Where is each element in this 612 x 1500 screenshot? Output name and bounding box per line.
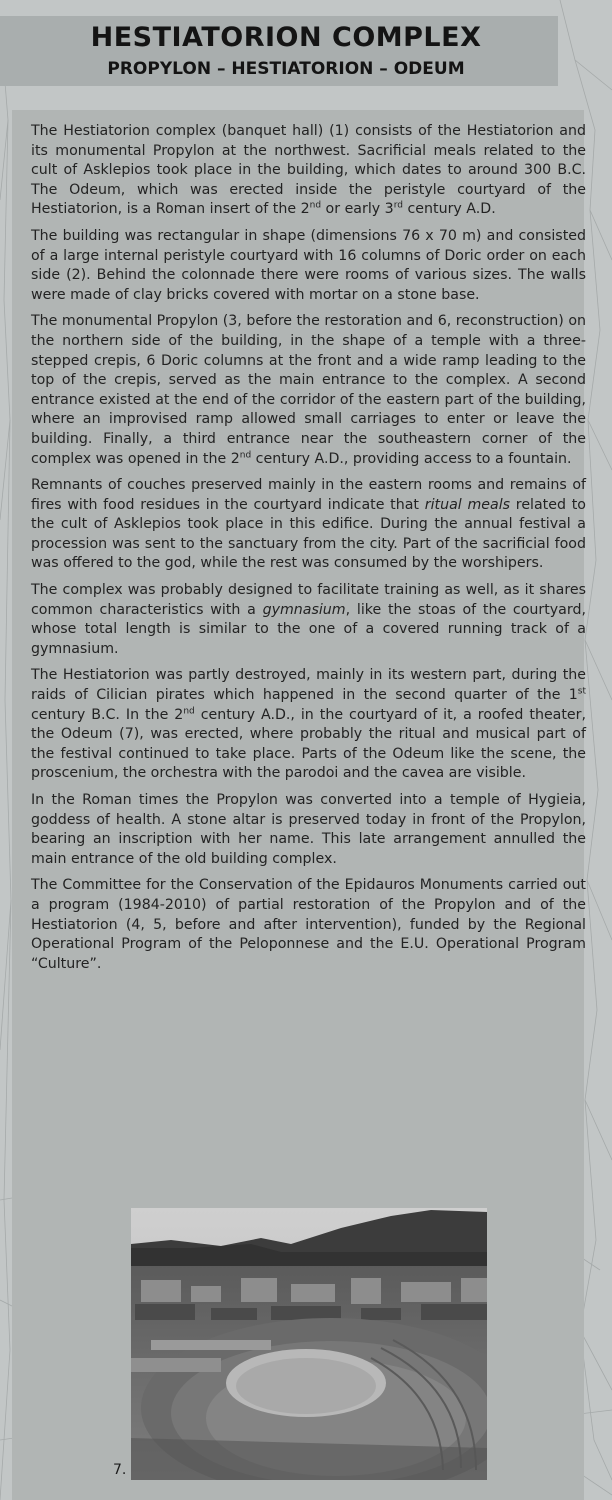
- paragraph-7: [31, 791, 586, 869]
- article-body: [31, 122, 586, 974]
- paragraph-run: , like the stoas of the courtyard, whose total length is similar to the one of a covered running track of a gymnasium.: [31, 601, 586, 657]
- paragraph-run: nd: [309, 200, 322, 211]
- paragraph-4: [31, 476, 586, 574]
- paragraph-run: The building was rectangular in shape (dimensions 76 x 70 m) and consisted of a large internal peristyle courtyard with 16 columns of Doric order on each side (2). Behind the colonnade there were rooms of various sizes. The walls were made of clay bricks covered with mortar on a stone base.: [31, 227, 586, 303]
- paragraph-run: century A.D., in the courtyard of it, a roofed theater, the Odeum (7), was erected, where probably the ritual and musical part of the festival continued to take place. Parts of the Odeum like the scene, the proscenium, the orchestra with the parodoi and the cavea are visible.: [31, 706, 586, 782]
- paragraph-run: rd: [393, 200, 403, 211]
- paragraph-run: The Hestiatorion was partly destroyed, mainly in its western part, during the raids of Cilician pirates which happened in the second quarter of the 1: [31, 667, 586, 704]
- paragraph-5: [31, 581, 586, 659]
- paragraph-run: century A.D.: [402, 201, 496, 218]
- paragraph-run: nd: [239, 449, 252, 460]
- paragraph-run: The Committee for the Conservation of the Epidauros Monuments carried out a program (1984-2010) of partial restoration of the Propylon and of the Hestiatorion (4, 5, before and after intervention), funded by the Regional Operational Program of the Peloponnese and the E.U. Operational Program “Culture”.: [31, 877, 586, 972]
- paragraph-8: [31, 876, 586, 974]
- paragraph-run: st: [577, 686, 586, 697]
- paragraph-run: The complex was probably designed to facilitate training as well, as it shares common characteristics with a: [31, 582, 586, 618]
- paragraph-run: century B.C. In the 2: [31, 706, 184, 723]
- paragraph-3: [31, 312, 586, 469]
- paragraph-6: [31, 666, 586, 784]
- paragraph-run: century A.D., providing access to a fountain.: [251, 450, 572, 467]
- paragraph-run: In the Roman times the Propylon was converted into a temple of Hygieia, goddess of health. A stone altar is preserved today in front of the Propylon, bearing an inscription with her name. This late arrangement annulled the main entrance of the old building complex.: [31, 792, 586, 867]
- paragraph-run: The monumental Propylon (3, before the restoration and 6, reconstruction) on the northern side of the building, in the shape of a temple with a three-stepped crepis, 6 Doric columns at the front and a wide ramp leading to the top of the crepis, served as the main entrance to the complex. A second entrance existed at the end of the corridor of the eastern part of the building, where an improvised ramp allowed small carriages to enter or leave the building. Finally, a third entrance near the southeastern corner of the complex was opened in the 2: [31, 313, 586, 467]
- photo-caption: 7.: [113, 1462, 127, 1478]
- paragraph-run: gymnasium: [262, 601, 346, 618]
- paragraph-run: The Hestiatorion complex (banquet hall) (1) consists of the Hestiatorion and its monumental Propylon at the northwest. Sacrificial meals related to the cult of Asklepios took place in the building, which dates to around 300 B.C. The Odeum, which was erected inside the peristyle courtyard of the Hestiatorion, is a Roman insert of the 2: [31, 123, 586, 218]
- paragraph-1: [31, 122, 586, 220]
- page-subtitle: PROPYLON – HESTIATORION – ODEUM: [107, 59, 465, 79]
- paragraph-run: ritual meals: [424, 496, 511, 513]
- paragraph-run: or early 3: [321, 201, 394, 218]
- page-title: HESTIATORION COMPLEX: [90, 22, 482, 53]
- paragraph-2: [31, 227, 586, 305]
- paragraph-run: related to the cult of Asklepios took place in this edifice. During the annual festival a procession was sent to the sanctuary from the city. Part of the sacrificial food was offered to the god, while the rest was consumed by the worshipers.: [31, 496, 586, 572]
- paragraph-run: Remnants of couches preserved mainly in the eastern rooms and remains of fires with food residues in the courtyard indicate that: [31, 477, 586, 513]
- paragraph-run: nd: [183, 705, 195, 716]
- odeum-photo: [131, 1208, 487, 1480]
